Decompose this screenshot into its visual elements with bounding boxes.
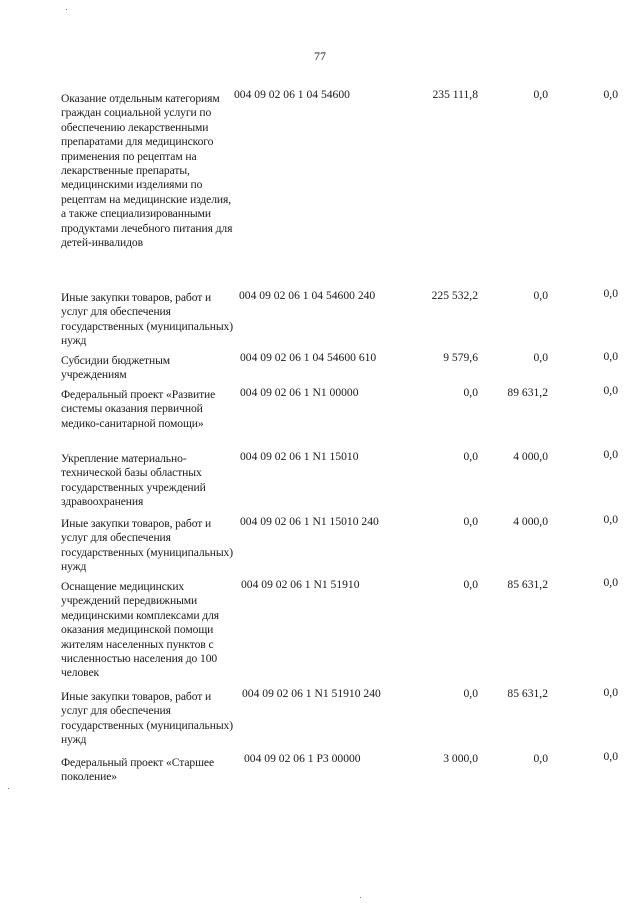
- row-value-3: 0,0: [603, 513, 618, 526]
- row-codes: 004 09 02 06 1 04 54600 610: [240, 351, 377, 364]
- row-value-2: 0,0: [533, 351, 548, 364]
- row-codes: 004 09 02 06 1 P3 00000: [244, 752, 361, 765]
- row-value-2: 85 631,2: [507, 578, 548, 591]
- row-value-1: 3 000,0: [443, 752, 478, 765]
- row-value-1: 0,0: [463, 578, 478, 591]
- row-value-2: 0,0: [533, 752, 548, 765]
- row-value-1: 225 532,2: [431, 289, 478, 302]
- row-codes: 004 09 02 06 1 N1 15010: [240, 450, 359, 463]
- page-number: 77: [314, 49, 326, 63]
- row-codes: 004 09 02 06 1 04 54600: [234, 88, 350, 101]
- row-value-3: 0,0: [603, 350, 618, 363]
- row-value-2: 0,0: [533, 289, 548, 302]
- row-value-3: 0,0: [603, 88, 618, 101]
- row-value-3: 0,0: [603, 750, 618, 763]
- row-value-3: 0,0: [603, 384, 618, 397]
- row-value-3: 0,0: [603, 686, 618, 699]
- row-description: Субсидии бюджетным учреждениям: [61, 354, 171, 382]
- row-value-1: 0,0: [463, 515, 478, 528]
- row-codes: 004 09 02 06 1 N1 51910 240: [242, 687, 381, 700]
- row-codes: 004 09 02 06 1 N1 00000: [240, 386, 359, 399]
- row-description: Федеральный проект «Старшее поколение»: [61, 756, 214, 784]
- row-value-3: 0,0: [603, 287, 618, 300]
- row-value-2: 4 000,0: [513, 450, 548, 463]
- row-description: Укрепление материально-технической базы областных государственных учреждений здравоохранения: [61, 452, 206, 509]
- row-value-2: 4 000,0: [513, 515, 548, 528]
- row-value-2: 85 631,2: [507, 687, 548, 700]
- row-description: Федеральный проект «Развитие системы оказания первичной медико-санитарной помощи»: [61, 388, 216, 430]
- row-codes: 004 09 02 06 1 N1 15010 240: [240, 515, 379, 528]
- row-value-1: 0,0: [463, 687, 478, 700]
- row-codes: 004 09 02 06 1 04 54600 240: [239, 289, 376, 302]
- row-value-1: 0,0: [463, 450, 478, 463]
- row-value-1: 0,0: [463, 386, 478, 399]
- scan-speck: [66, 9, 67, 10]
- row-value-1: 9 579,6: [443, 351, 478, 364]
- row-description: Иные закупки товаров, работ и услуг для обеспечения государственных (муниципальных) нужд: [61, 291, 234, 348]
- row-value-3: 0,0: [603, 448, 618, 461]
- row-value-2: 0,0: [533, 88, 548, 101]
- scan-speck: [360, 897, 361, 898]
- row-description: Оснащение медицинских учреждений передвижными медицинскими комплексами для оказания медицинской помощи жителям населенных пунктов с численностью населения до 100 человек: [61, 580, 219, 680]
- row-description: Оказание отдельным категориям граждан социальной услуги по обеспечению лекарственными препаратами для медицинского применения по рецептам на лекарственные препараты, медицинскими изделиями по рецептам на медицинские изделия, а также специализированными продуктами лечебного питания для детей-инвалидов: [61, 92, 233, 250]
- row-value-2: 89 631,2: [507, 386, 548, 399]
- row-codes: 004 09 02 06 1 N1 51910: [241, 578, 360, 591]
- row-description: Иные закупки товаров, работ и услуг для обеспечения государственных (муниципальных) нужд: [61, 517, 234, 574]
- row-value-3: 0,0: [603, 576, 618, 589]
- row-value-1: 235 111,8: [432, 88, 478, 101]
- scan-speck: [8, 788, 9, 789]
- row-description: Иные закупки товаров, работ и услуг для обеспечения государственных (муниципальных) нужд: [61, 690, 234, 747]
